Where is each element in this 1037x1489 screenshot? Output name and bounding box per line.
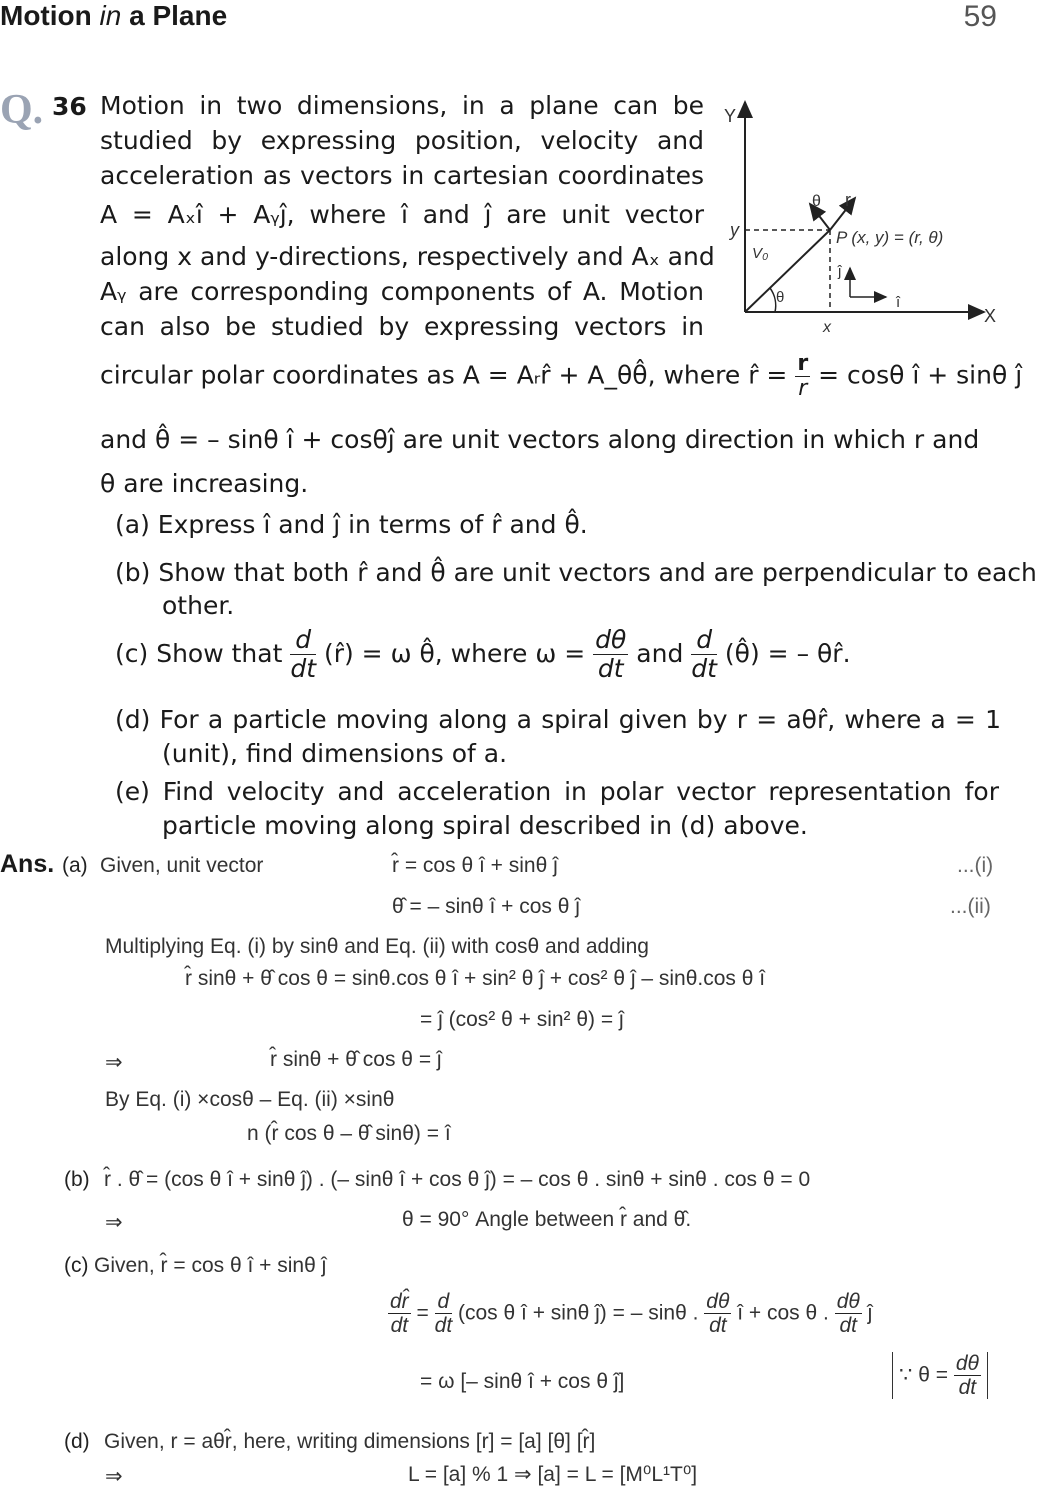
question-line: A = Aₓî + Aᵧĵ, where î and ĵ are unit vector	[100, 200, 704, 229]
y-label: y	[730, 220, 739, 240]
part-d-line2: (unit), find dimensions of a.	[162, 739, 508, 768]
theta-hat-line: and θ̂ = – sinθ î + cosθĵ are unit vectors along direction in which r and	[100, 425, 980, 454]
ans-d-result: L = [a] % 1 ⇒ [a] = L = [M⁰L¹T⁰]	[408, 1463, 698, 1486]
implies-symbol: ⇒	[105, 1211, 123, 1234]
d-dt-fraction: $\frac{d}{dt}$	[691, 625, 717, 683]
ans-c-derivative: $\frac{dr̂}{dt}$ = $\frac{d}{dt}$ (cos θ î + sinθ ĵ) = – sinθ . $\frac{d\theta}{dt}$ î + cos θ . $\frac{d\theta}{dt}$ ĵ	[390, 1290, 873, 1338]
question-line: Motion in two dimensions, in a plane can be	[100, 91, 704, 120]
j-hat-label: ĵ	[838, 263, 842, 280]
d-dt-fraction: $\frac{d}{dt}$	[290, 625, 316, 683]
implies-symbol: ⇒	[105, 1465, 123, 1488]
part-a: (a) Express î and ĵ in terms of r̂ and θ̂.	[115, 510, 588, 539]
eq-j-result: r̂ sinθ + θ̂ cos θ = ĵ	[270, 1048, 442, 1071]
question-number: 36	[52, 92, 87, 121]
question-line: studied by expressing position, velocity and	[100, 126, 704, 155]
eq-i: r̂ = cos θ î + sinθ ĵ	[392, 854, 558, 877]
question-line: Aᵧ are corresponding components of A. Motion	[100, 277, 704, 306]
x-axis-label: X	[984, 306, 997, 326]
ans-c-omega: = ω [– sinθ î + cos θ ĵ]	[420, 1370, 625, 1393]
part-c: (c) Show that $\frac{d}{dt}$ (r̂) = ω θ̂, where ω = $\frac{d\theta}{dt}$ and $\frac{d}{dt}$ (θ̂) = – θr̂.	[115, 625, 851, 683]
since-bracket: ∵ θ = $\frac{d\theta}{dt}$	[892, 1352, 988, 1399]
i-hat-label: î	[896, 294, 901, 311]
angle-label: θ	[776, 289, 785, 306]
polar-line: circular polar coordinates as A = Aᵣr̂ + A_θθ̂, where r̂ = $\frac{r}{r}$ = cosθ î + sinθ ĵ	[100, 351, 1023, 402]
chapter-title: Motion in a Plane	[0, 0, 228, 31]
part-b-line2: other.	[162, 591, 235, 620]
ans-a-given: Given, unit vector	[100, 854, 264, 877]
eq-i-tag: ...(i)	[957, 854, 994, 877]
angle-arc	[770, 288, 776, 312]
answer-label: Ans.	[0, 850, 55, 878]
polar-coordinate-figure	[712, 90, 1001, 340]
theta-hat-label: θ	[812, 193, 821, 210]
page-number: 59	[963, 0, 997, 33]
ans-b-tag: (b)	[64, 1168, 90, 1191]
v0-label: V₀	[752, 245, 769, 262]
eq-sum: r̂ sinθ + θ̂ cos θ = sinθ.cos θ î + sin² θ ĵ + cos² θ ĵ – sinθ.cos θ î	[185, 967, 766, 990]
r-hat-arrow	[830, 198, 855, 230]
ans-b-eq: r̂ . θ̂ = (cos θ î + sinθ ĵ) . (– sinθ î + cos θ ĵ) = – cos θ . sinθ + sinθ . cos θ = 0	[104, 1168, 811, 1191]
by-eq-step: By Eq. (i) ×cosθ – Eq. (ii) ×sinθ	[105, 1088, 395, 1111]
r-hat-label: r	[845, 190, 851, 210]
ans-c-given: Given, r̂ = cos θ î + sinθ ĵ	[94, 1254, 327, 1277]
question-line: can also be studied by expressing vectors in	[100, 312, 704, 341]
drhat-dt-fraction: $\frac{dr̂}{dt}$	[390, 1290, 409, 1338]
eq-ii-tag: ...(ii)	[950, 895, 991, 918]
question-intro	[100, 88, 715, 344]
part-e-line2: particle moving along spiral described in (d) above.	[162, 811, 808, 840]
part-e-line1: (e) Find velocity and acceleration in polar vector representation for	[115, 777, 999, 806]
r-over-r-fraction: $\frac{r}{r}$	[797, 351, 809, 402]
multiply-step: Multiplying Eq. (i) by sinθ and Eq. (ii) with cosθ and adding	[105, 935, 649, 958]
ans-c-tag: (c)	[64, 1254, 89, 1277]
increasing-line: θ are increasing.	[100, 469, 309, 498]
question-line: acceleration as vectors in cartesian coordinates	[100, 161, 704, 190]
question-line: along x and y-directions, respectively and Aₓ and	[100, 242, 715, 271]
ans-b-result: θ = 90° Angle between r̂ and θ̂.	[402, 1208, 692, 1231]
eq-ii: θ̂ = – sinθ î + cos θ ĵ	[392, 895, 580, 918]
eq-i-result: n (r̂ cos θ – θ̂ sinθ) = î	[247, 1122, 451, 1145]
x-label: x	[823, 319, 831, 336]
d-dt-fraction: $\frac{d}{dt}$	[434, 1290, 453, 1338]
part-b-line1: (b) Show that both r̂ and θ̂ are unit vectors and are perpendicular to each	[115, 558, 1037, 587]
position-vector	[745, 230, 830, 312]
part-d-line1: (d) For a particle moving along a spiral given by r = aθr̂, where a = 1	[115, 705, 1001, 734]
dtheta-dt-fraction: $\frac{d\theta}{dt}$	[955, 1352, 979, 1400]
question-letter: Q.	[0, 87, 44, 133]
dtheta-dt-fraction: $\frac{d\theta}{dt}$	[706, 1290, 730, 1338]
point-p-label: P (x, y) = (r, θ)	[836, 228, 944, 247]
implies-symbol: ⇒	[105, 1051, 123, 1074]
eq-simplified: = ĵ (cos² θ + sin² θ) = ĵ	[420, 1008, 624, 1031]
ans-d-tag: (d)	[64, 1430, 90, 1453]
ans-d-given: Given, r = aθr̂, here, writing dimensions [r] = [a] [θ] [r̂]	[104, 1430, 596, 1453]
dtheta-dt-fraction: $\frac{d\theta}{dt}$	[836, 1290, 860, 1338]
ans-a-tag: (a)	[62, 854, 88, 877]
y-axis-label: Y	[724, 106, 737, 126]
dtheta-dt-fraction: $\frac{d\theta}{dt}$	[595, 625, 627, 683]
